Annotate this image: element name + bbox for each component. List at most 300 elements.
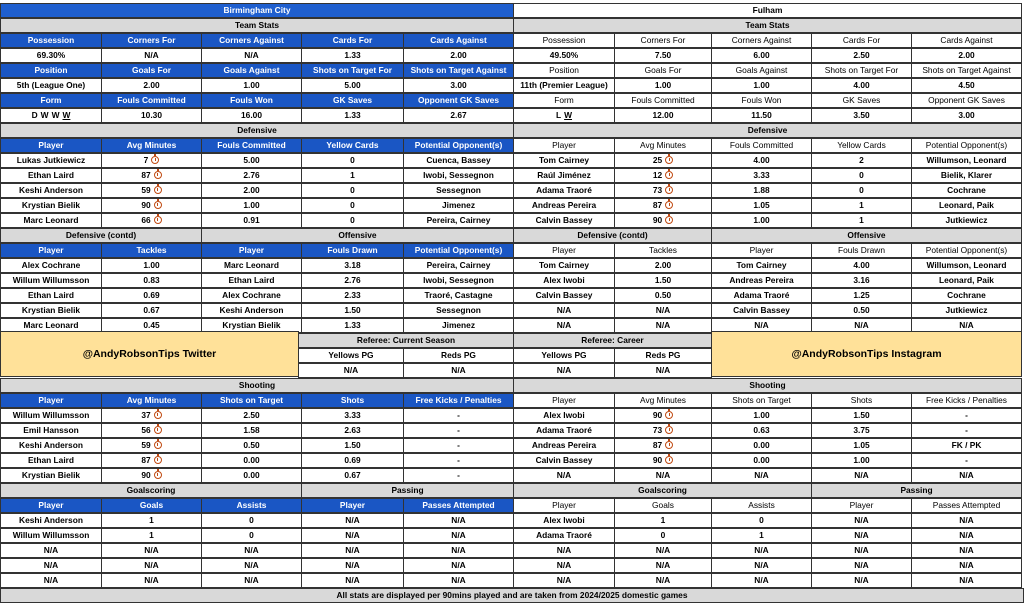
offensive-cell: 1.50 (301, 303, 404, 318)
referee-career-title: Referee: Career (513, 333, 712, 348)
team-birmingham-stat-header: Possession (0, 33, 102, 48)
defensive-cell: Calvin Bassey (513, 213, 615, 228)
team-fulham-stat-header: Corners Against (711, 33, 812, 48)
team-birmingham-goalscoring-title: Goalscoring (0, 483, 302, 498)
team-fulham-stat-value: 6.00 (711, 48, 812, 63)
avg-minutes-value: 59 (141, 185, 151, 195)
team-birmingham-stat-value: 2.67 (403, 108, 514, 123)
shooting-cell: 1.50 (301, 438, 404, 453)
team-birmingham-stat-value: N/A (201, 48, 302, 63)
avg-minutes-cell (614, 423, 712, 438)
stopwatch-icon (665, 201, 673, 209)
form-result: W (51, 110, 60, 120)
avg-minutes-cell (614, 183, 712, 198)
offensive-cell: N/A (911, 318, 1022, 333)
defensive-cell: 4.00 (711, 153, 812, 168)
team-fulham-defensive-header: Potential Opponent(s) (911, 138, 1022, 153)
team-fulham-offensive-header: Fouls Drawn (811, 243, 912, 258)
goalscoring-cell: Alex Iwobi (513, 513, 615, 528)
team-birmingham-defensive-header: Player (0, 138, 102, 153)
offensive-cell: Calvin Bassey (711, 303, 812, 318)
team-fulham-contd-header: Tackles (614, 243, 712, 258)
stopwatch-icon (154, 411, 162, 419)
avg-minutes-value: 56 (141, 425, 151, 435)
contd-cell: 1.00 (101, 258, 202, 273)
team-fulham-stat-value: 2.00 (911, 48, 1022, 63)
team-birmingham-stat-header: Fouls Won (201, 93, 302, 108)
team-birmingham-contd-header: Player (0, 243, 102, 258)
defensive-cell: 1.00 (201, 198, 302, 213)
team-fulham-stat-value: 1.00 (614, 78, 712, 93)
goalscoring-cell: Keshi Anderson (0, 513, 102, 528)
promo-instagram[interactable]: @AndyRobsonTips Instagram (711, 331, 1022, 377)
stopwatch-icon (154, 171, 162, 179)
offensive-cell: 2.76 (301, 273, 404, 288)
shooting-cell: 0.69 (301, 453, 404, 468)
passing-cell: N/A (911, 528, 1022, 543)
avg-minutes-value: 87 (141, 455, 151, 465)
defensive-cell: 2 (811, 153, 912, 168)
passing-cell: N/A (301, 513, 404, 528)
offensive-cell: N/A (711, 318, 812, 333)
shooting-cell: - (911, 423, 1022, 438)
defensive-cell: 2.00 (201, 183, 302, 198)
contd-cell: Calvin Bassey (513, 288, 615, 303)
team-birmingham-stat-header: Corners Against (201, 33, 302, 48)
goalscoring-cell: N/A (0, 543, 102, 558)
team-fulham-stat-header: Shots on Target For (811, 63, 912, 78)
goalscoring-cell: 1 (711, 528, 812, 543)
team-birmingham-defensive-header: Yellow Cards (301, 138, 404, 153)
avg-minutes-value: 7 (143, 155, 149, 165)
stopwatch-icon (665, 186, 673, 194)
team-fulham-offensive-header: Player (711, 243, 812, 258)
passing-cell: N/A (911, 558, 1022, 573)
team-birmingham-stat-header: Form (0, 93, 102, 108)
team-birmingham-stat-value: 5.00 (301, 78, 404, 93)
goalscoring-cell: 0 (614, 528, 712, 543)
stopwatch-icon (154, 201, 162, 209)
team-birmingham-stat-value: 10.30 (101, 108, 202, 123)
contd-cell: Ethan Laird (0, 288, 102, 303)
avg-minutes-value: 87 (652, 440, 663, 450)
team-fulham-passing-header: Passes Attempted (911, 498, 1022, 513)
team-fulham-stat-header: Opponent GK Saves (911, 93, 1022, 108)
form-result: W (40, 110, 49, 120)
team-birmingham-stat-value: 69.30% (0, 48, 102, 63)
avg-minutes-value: 37 (141, 410, 151, 420)
team-fulham-stat-header: Corners For (614, 33, 712, 48)
team-fulham-shooting-header: Avg Minutes (614, 393, 712, 408)
goalscoring-cell: 0 (711, 513, 812, 528)
team-fulham-contd-header: Player (513, 243, 615, 258)
goalscoring-cell: N/A (101, 573, 202, 588)
passing-cell: N/A (911, 573, 1022, 588)
contd-cell: 1.50 (614, 273, 712, 288)
stopwatch-icon (151, 156, 159, 164)
shooting-cell: 2.50 (201, 408, 302, 423)
team-fulham-goalscoring-header: Goals (614, 498, 712, 513)
passing-cell: N/A (811, 513, 912, 528)
referee-current-value: N/A (298, 363, 404, 378)
offensive-cell: 2.33 (301, 288, 404, 303)
offensive-cell: Iwobi, Sessegnon (403, 273, 514, 288)
goalscoring-cell: N/A (513, 543, 615, 558)
passing-cell: N/A (911, 543, 1022, 558)
team-birmingham-stat-header: Goals Against (201, 63, 302, 78)
shooting-cell: - (403, 438, 514, 453)
team-fulham-name: Fulham (513, 3, 1022, 18)
stopwatch-icon (665, 441, 673, 449)
team-birmingham-defensive-header: Fouls Committed (201, 138, 302, 153)
shooting-cell: 1.50 (811, 408, 912, 423)
avg-minutes-cell (101, 438, 202, 453)
team-fulham-defensive-header: Yellow Cards (811, 138, 912, 153)
shooting-cell: 0.67 (301, 468, 404, 483)
offensive-cell: 1.25 (811, 288, 912, 303)
defensive-cell: Andreas Pereira (513, 198, 615, 213)
shooting-cell: 1.00 (711, 408, 812, 423)
passing-cell: N/A (911, 513, 1022, 528)
stopwatch-icon (154, 426, 162, 434)
team-birmingham-stat-value: 2.00 (403, 48, 514, 63)
stopwatch-icon (665, 216, 673, 224)
passing-cell: N/A (403, 543, 514, 558)
avg-minutes-value: 90 (652, 410, 663, 420)
offensive-cell: Sessegnon (403, 303, 514, 318)
passing-cell: N/A (811, 558, 912, 573)
defensive-cell: Raúl Jiménez (513, 168, 615, 183)
offensive-cell: Pereira, Cairney (403, 258, 514, 273)
avg-minutes-value: 73 (652, 425, 663, 435)
offensive-cell: Cochrane (911, 288, 1022, 303)
team-fulham-stat-value: 3.00 (911, 108, 1022, 123)
defensive-cell: Cuenca, Bassey (403, 153, 514, 168)
team-birmingham-stat-header: Corners For (101, 33, 202, 48)
avg-minutes-value: 73 (652, 185, 663, 195)
team-birmingham-stat-header: Cards Against (403, 33, 514, 48)
passing-cell: N/A (403, 558, 514, 573)
avg-minutes-value: 66 (141, 215, 151, 225)
goalscoring-cell: N/A (711, 573, 812, 588)
contd-cell: Willum Willumsson (0, 273, 102, 288)
team-fulham-stat-header: Shots on Target Against (911, 63, 1022, 78)
team-fulham-stat-value: 12.00 (614, 108, 712, 123)
shooting-cell: - (911, 453, 1022, 468)
team-birmingham-defensive-title: Defensive (0, 123, 514, 138)
avg-minutes-cell (101, 213, 202, 228)
offensive-cell: 3.18 (301, 258, 404, 273)
avg-minutes-value: 90 (652, 455, 663, 465)
defensive-cell: 0.91 (201, 213, 302, 228)
goalscoring-cell: N/A (513, 573, 615, 588)
avg-minutes-cell (101, 183, 202, 198)
team-birmingham-passing-header: Player (301, 498, 404, 513)
team-birmingham-offensive-header: Player (201, 243, 302, 258)
referee-current-title: Referee: Current Season (298, 333, 514, 348)
shooting-cell: 1.05 (811, 438, 912, 453)
team-birmingham-stat-value: 1.33 (301, 48, 404, 63)
stopwatch-icon (665, 171, 673, 179)
avg-minutes-value: 12 (652, 170, 663, 180)
defensive-cell: 1 (811, 213, 912, 228)
contd-cell: 0.67 (101, 303, 202, 318)
offensive-cell: Keshi Anderson (201, 303, 302, 318)
team-birmingham-shooting-header: Shots (301, 393, 404, 408)
referee-current-header: Reds PG (403, 348, 514, 363)
team-birmingham-passing-title: Passing (301, 483, 514, 498)
defensive-cell: Cochrane (911, 183, 1022, 198)
team-fulham-stat-value: 11th (Premier League) (513, 78, 615, 93)
avg-minutes-cell (101, 168, 202, 183)
shooting-cell: N/A (811, 468, 912, 483)
team-birmingham-stat-value: 1.00 (201, 78, 302, 93)
team-birmingham-stat-header: Cards For (301, 33, 404, 48)
avg-minutes-value: 59 (141, 440, 151, 450)
team-birmingham-contd-header: Tackles (101, 243, 202, 258)
stopwatch-icon (154, 471, 162, 479)
shooting-cell: Emil Hansson (0, 423, 102, 438)
form-result: L (555, 110, 562, 120)
team-fulham-stat-value: 3.50 (811, 108, 912, 123)
offensive-cell: Jimenez (403, 318, 514, 333)
defensive-cell: 0 (301, 213, 404, 228)
shooting-cell: 3.75 (811, 423, 912, 438)
team-birmingham-offensive-title: Offensive (201, 228, 514, 243)
team-fulham-stat-value: 49.50% (513, 48, 615, 63)
team-fulham-goalscoring-header: Assists (711, 498, 812, 513)
goalscoring-cell: N/A (0, 558, 102, 573)
team-birmingham-name: Birmingham City (0, 3, 514, 18)
goalscoring-cell: 1 (101, 528, 202, 543)
avg-minutes-cell (101, 453, 202, 468)
goalscoring-cell: N/A (614, 573, 712, 588)
defensive-cell: Jimenez (403, 198, 514, 213)
contd-cell: Alex Iwobi (513, 273, 615, 288)
shooting-cell: - (403, 408, 514, 423)
team-fulham-stat-header: Form (513, 93, 615, 108)
team-fulham-stat-header: GK Saves (811, 93, 912, 108)
contd-cell: 0.69 (101, 288, 202, 303)
shooting-cell: Adama Traoré (513, 423, 615, 438)
team-fulham-offensive-title: Offensive (711, 228, 1022, 243)
goalscoring-cell: N/A (614, 543, 712, 558)
team-fulham-offensive-header: Potential Opponent(s) (911, 243, 1022, 258)
shooting-cell: FK / PK (911, 438, 1022, 453)
defensive-cell: Keshi Anderson (0, 183, 102, 198)
shooting-cell: N/A (711, 468, 812, 483)
referee-career-header: Yellows PG (513, 348, 615, 363)
avg-minutes-value: 87 (141, 170, 151, 180)
team-birmingham-shooting-header: Free Kicks / Penalties (403, 393, 514, 408)
passing-cell: N/A (301, 543, 404, 558)
referee-career-value: N/A (614, 363, 712, 378)
shooting-cell: 0.00 (201, 468, 302, 483)
team-fulham-stat-header: Goals For (614, 63, 712, 78)
team-fulham-stat-value: 2.50 (811, 48, 912, 63)
avg-minutes-cell (614, 438, 712, 453)
defensive-cell: 1.88 (711, 183, 812, 198)
stopwatch-icon (665, 156, 673, 164)
stopwatch-icon (154, 456, 162, 464)
shooting-cell: N/A (513, 468, 615, 483)
defensive-cell: 1.00 (711, 213, 812, 228)
defensive-cell: Sessegnon (403, 183, 514, 198)
passing-cell: N/A (301, 528, 404, 543)
passing-cell: N/A (403, 513, 514, 528)
defensive-cell: 1 (301, 168, 404, 183)
shooting-cell: 0.50 (201, 438, 302, 453)
shooting-cell: - (403, 453, 514, 468)
defensive-cell: Ethan Laird (0, 168, 102, 183)
team-birmingham-stat-value: 2.00 (101, 78, 202, 93)
goalscoring-cell: N/A (101, 543, 202, 558)
referee-current-value: N/A (403, 363, 514, 378)
passing-cell: N/A (811, 573, 912, 588)
contd-cell: 0.45 (101, 318, 202, 333)
team-birmingham-goalscoring-header: Player (0, 498, 102, 513)
team-fulham-passing-header: Player (811, 498, 912, 513)
defensive-cell: 0 (811, 183, 912, 198)
avg-minutes-cell (614, 453, 712, 468)
team-fulham-shooting-header: Shots on Target (711, 393, 812, 408)
shooting-cell: 3.33 (301, 408, 404, 423)
passing-cell: N/A (811, 543, 912, 558)
offensive-cell: Marc Leonard (201, 258, 302, 273)
referee-career-header: Reds PG (614, 348, 712, 363)
goalscoring-cell: 1 (614, 513, 712, 528)
team-birmingham-shooting-title: Shooting (0, 378, 514, 393)
team-fulham-stat-value: 11.50 (711, 108, 812, 123)
avg-minutes-value: 87 (652, 200, 663, 210)
shooting-cell: 1.00 (811, 453, 912, 468)
offensive-cell: Ethan Laird (201, 273, 302, 288)
referee-career-value: N/A (513, 363, 615, 378)
defensive-cell: 0 (301, 183, 404, 198)
avg-minutes-value: 90 (652, 215, 663, 225)
shooting-cell: - (403, 423, 514, 438)
team-birmingham-form-badges (0, 108, 102, 123)
defensive-cell: 1 (811, 198, 912, 213)
team-birmingham-goalscoring-header: Goals (101, 498, 202, 513)
team-fulham-stat-header: Goals Against (711, 63, 812, 78)
team-birmingham-team-stats-title: Team Stats (0, 18, 514, 33)
goalscoring-cell: N/A (201, 573, 302, 588)
team-fulham-shooting-title: Shooting (513, 378, 1022, 393)
shooting-cell: 2.63 (301, 423, 404, 438)
contd-cell: N/A (614, 303, 712, 318)
goalscoring-cell: N/A (614, 558, 712, 573)
promo-twitter[interactable]: @AndyRobsonTips Twitter (0, 331, 299, 377)
passing-cell: N/A (403, 528, 514, 543)
avg-minutes-cell (614, 153, 712, 168)
stopwatch-icon (154, 216, 162, 224)
contd-cell: N/A (513, 318, 615, 333)
team-fulham-stat-header: Fouls Won (711, 93, 812, 108)
defensive-cell: Leonard, Paik (911, 198, 1022, 213)
defensive-cell: 2.76 (201, 168, 302, 183)
avg-minutes-cell (101, 423, 202, 438)
offensive-cell: N/A (811, 318, 912, 333)
team-birmingham-stat-value: 3.00 (403, 78, 514, 93)
team-birmingham-stat-header: GK Saves (301, 93, 404, 108)
team-fulham-stat-value: 4.50 (911, 78, 1022, 93)
stopwatch-icon (154, 186, 162, 194)
passing-cell: N/A (403, 573, 514, 588)
goalscoring-cell: N/A (711, 543, 812, 558)
team-birmingham-stat-value: 16.00 (201, 108, 302, 123)
shooting-cell: Alex Iwobi (513, 408, 615, 423)
team-fulham-defensive-contd-title: Defensive (contd) (513, 228, 712, 243)
defensive-cell: Krystian Bielik (0, 198, 102, 213)
avg-minutes-cell (614, 408, 712, 423)
shooting-cell: 0.00 (711, 438, 812, 453)
team-birmingham-stat-header: Opponent GK Saves (403, 93, 514, 108)
stopwatch-icon (665, 426, 673, 434)
team-fulham-form-badges (513, 108, 615, 123)
goalscoring-cell: N/A (201, 543, 302, 558)
team-fulham-defensive-header: Player (513, 138, 615, 153)
team-fulham-stat-value: 4.00 (811, 78, 912, 93)
contd-cell: 0.50 (614, 288, 712, 303)
offensive-cell: Krystian Bielik (201, 318, 302, 333)
avg-minutes-value: 25 (652, 155, 663, 165)
shooting-cell: N/A (614, 468, 712, 483)
team-fulham-shooting-header: Shots (811, 393, 912, 408)
team-birmingham-stat-header: Shots on Target Against (403, 63, 514, 78)
goalscoring-cell: Willum Willumsson (0, 528, 102, 543)
offensive-cell: Willumson, Leonard (911, 258, 1022, 273)
defensive-cell: 3.33 (711, 168, 812, 183)
defensive-cell: Bielik, Klarer (911, 168, 1022, 183)
team-birmingham-defensive-contd-title: Defensive (contd) (0, 228, 202, 243)
goalscoring-cell: 0 (201, 513, 302, 528)
defensive-cell: 1.05 (711, 198, 812, 213)
goalscoring-cell: N/A (0, 573, 102, 588)
defensive-cell: 0 (301, 153, 404, 168)
defensive-cell: Pereira, Cairney (403, 213, 514, 228)
avg-minutes-cell (101, 153, 202, 168)
contd-cell: N/A (513, 303, 615, 318)
offensive-cell: 1.33 (301, 318, 404, 333)
referee-current-header: Yellows PG (298, 348, 404, 363)
offensive-cell: Leonard, Paik (911, 273, 1022, 288)
shooting-cell: - (403, 468, 514, 483)
offensive-cell: 3.16 (811, 273, 912, 288)
team-birmingham-defensive-header: Potential Opponent(s) (403, 138, 514, 153)
team-birmingham-goalscoring-header: Assists (201, 498, 302, 513)
goalscoring-cell: 0 (201, 528, 302, 543)
team-birmingham-passing-header: Passes Attempted (403, 498, 514, 513)
team-fulham-stat-value: 7.50 (614, 48, 712, 63)
team-fulham-goalscoring-title: Goalscoring (513, 483, 812, 498)
team-fulham-defensive-header: Fouls Committed (711, 138, 812, 153)
shooting-cell: Keshi Anderson (0, 438, 102, 453)
stopwatch-icon (665, 411, 673, 419)
team-birmingham-shooting-header: Shots on Target (201, 393, 302, 408)
avg-minutes-cell (614, 213, 712, 228)
avg-minutes-value: 90 (141, 470, 151, 480)
contd-cell: Tom Cairney (513, 258, 615, 273)
offensive-cell: 4.00 (811, 258, 912, 273)
team-birmingham-stat-header: Fouls Committed (101, 93, 202, 108)
defensive-cell: 5.00 (201, 153, 302, 168)
defensive-cell: 0 (811, 168, 912, 183)
team-fulham-stat-value: 1.00 (711, 78, 812, 93)
defensive-cell: Marc Leonard (0, 213, 102, 228)
shooting-cell: 0.63 (711, 423, 812, 438)
shooting-cell: 1.58 (201, 423, 302, 438)
